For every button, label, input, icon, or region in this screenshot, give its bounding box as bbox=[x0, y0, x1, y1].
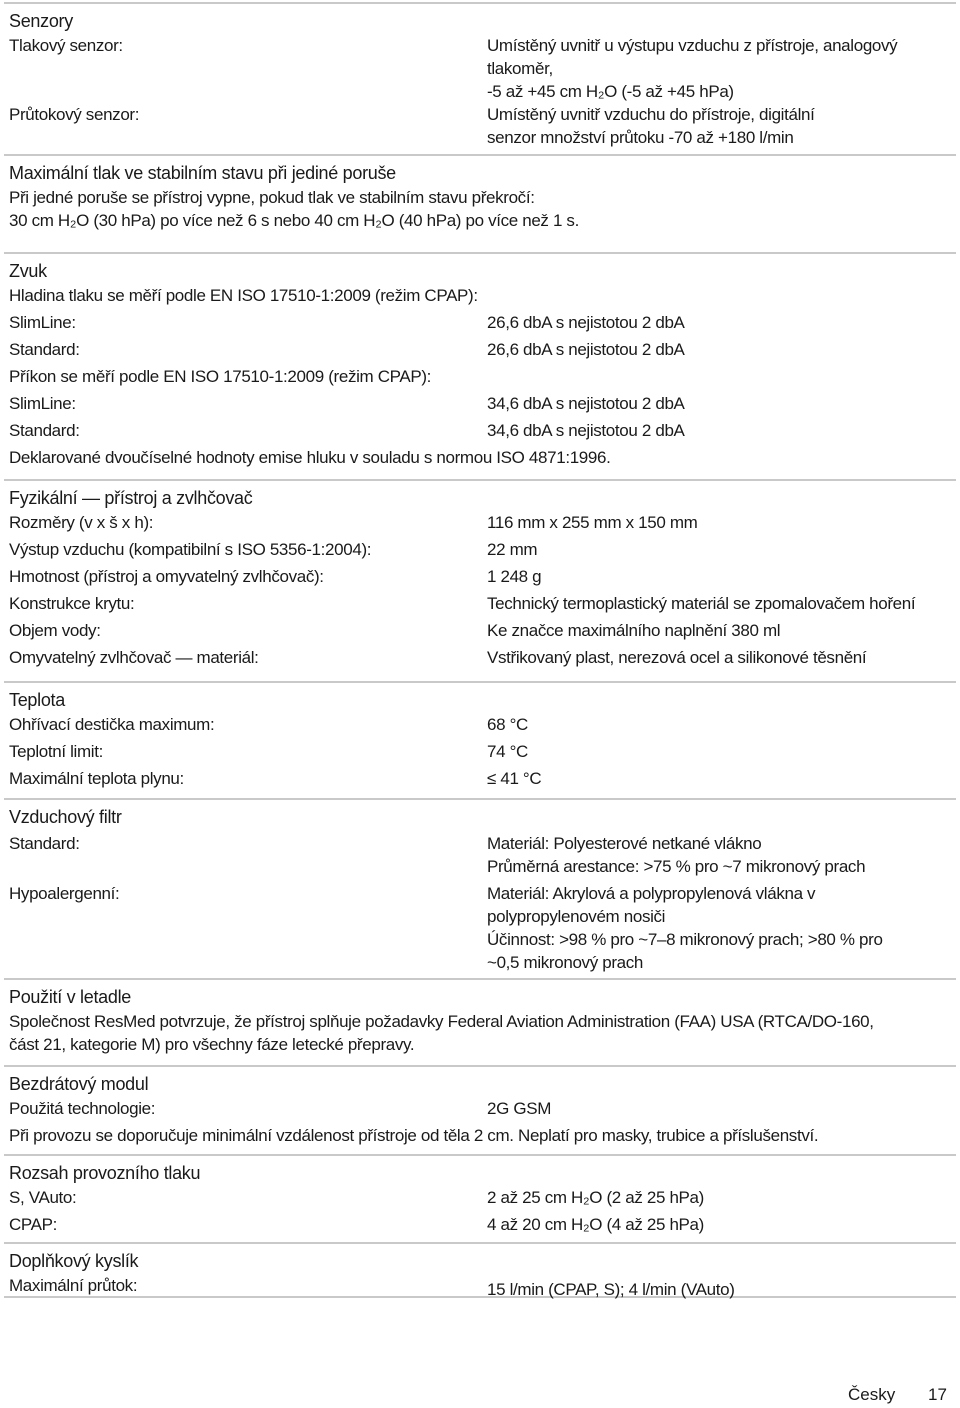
section-bezdrat bbox=[4, 1065, 956, 1154]
footer-language: Česky bbox=[848, 1385, 896, 1404]
section-title: Doplňkový kyslík bbox=[9, 1251, 139, 1271]
spec-label: Použitá technologie: bbox=[9, 1099, 156, 1118]
spec-label: CPAP: bbox=[9, 1215, 58, 1234]
spec-row bbox=[9, 1186, 956, 1209]
spec-row bbox=[9, 882, 956, 974]
spec-value: 15 l/min (CPAP, S); 4 l/min (VAuto) bbox=[487, 1280, 735, 1299]
spec-value: 2G GSM bbox=[487, 1099, 552, 1118]
text-line: Hladina tlaku se měří podle EN ISO 17510-1:2009 (režim CPAP): bbox=[9, 286, 478, 305]
spec-row bbox=[9, 419, 956, 442]
spec-row bbox=[9, 646, 956, 669]
section-title: Rozsah provozního tlaku bbox=[9, 1163, 201, 1183]
section-title: Použití v letadle bbox=[9, 987, 131, 1007]
section-max-tlak bbox=[4, 154, 956, 252]
spec-label: S, VAuto: bbox=[9, 1188, 77, 1207]
spec-row bbox=[9, 392, 956, 415]
spec-row bbox=[9, 592, 956, 615]
spec-label: Konstrukce krytu: bbox=[9, 594, 135, 613]
spec-label: Standard: bbox=[9, 834, 80, 853]
text-line: Deklarované dvoučíselné hodnoty emise hluku v souladu s normou ISO 4871:1996. bbox=[9, 448, 611, 467]
spec-value: 34,6 dbA s nejistotou 2 dbA bbox=[487, 421, 685, 440]
text-line: Při provozu se doporučuje minimální vzdálenost přístroje od těla 2 cm. Neplatí pro masky, trubice a příslušenství. bbox=[9, 1126, 819, 1145]
spec-value: 34,6 dbA s nejistotou 2 dbA bbox=[487, 394, 685, 413]
spec-label: Maximální průtok: bbox=[9, 1276, 138, 1295]
spec-label: Tlakový senzor: bbox=[9, 36, 123, 55]
spec-label: Objem vody: bbox=[9, 621, 101, 640]
spec-value-line: Materiál: Polyesterové netkané vlákno bbox=[487, 834, 762, 853]
spec-value: 1 248 g bbox=[487, 567, 542, 586]
section-fyzikalni bbox=[4, 479, 956, 681]
spec-value-line: Průměrná arestance: >75 % pro ~7 mikronový prach bbox=[487, 857, 866, 876]
spec-value-line: Účinnost: >98 % pro ~7–8 mikronový prach; >80 % pro bbox=[487, 930, 883, 949]
section-title: Fyzikální — přístroj a zvlhčovač bbox=[9, 488, 253, 508]
spec-row bbox=[9, 311, 956, 334]
spec-label: Výstup vzduchu (kompatibilní s ISO 5356-1:2004): bbox=[9, 540, 372, 559]
spec-value: 68 °C bbox=[487, 715, 528, 734]
specification-page bbox=[4, 2, 956, 1298]
spec-row bbox=[9, 1097, 956, 1120]
spec-value bbox=[487, 832, 956, 878]
text-line: Příkon se měří podle EN ISO 17510-1:2009 (režim CPAP): bbox=[9, 367, 432, 386]
spec-value: 26,6 dbA s nejistotou 2 dbA bbox=[487, 313, 685, 332]
spec-row bbox=[9, 34, 956, 103]
section-title: Zvuk bbox=[9, 261, 47, 281]
spec-value-line: ~0,5 mikronový prach bbox=[487, 953, 643, 972]
spec-label: Omyvatelný zvlhčovač — materiál: bbox=[9, 648, 259, 667]
spec-value-line: Umístěný uvnitř u výstupu vzduchu z přístroje, analogový bbox=[487, 36, 898, 55]
section-title: Senzory bbox=[9, 11, 73, 31]
spec-row bbox=[9, 1274, 956, 1297]
spec-row bbox=[9, 538, 956, 561]
spec-row bbox=[9, 619, 956, 642]
spec-row bbox=[9, 832, 956, 878]
text-line: část 21, kategorie M) pro všechny fáze letecké přepravy. bbox=[9, 1035, 415, 1054]
section-rozsah bbox=[4, 1154, 956, 1242]
text-line: 30 cm H₂O (30 hPa) po více než 6 s nebo 40 cm H₂O (40 hPa) po více než 1 s. bbox=[9, 211, 579, 230]
spec-value bbox=[487, 34, 956, 103]
section-title: Vzduchový filtr bbox=[9, 807, 122, 827]
section-zvuk bbox=[4, 252, 956, 479]
spec-label: Hmotnost (přístroj a omyvatelný zvlhčovač): bbox=[9, 567, 324, 586]
spec-value-line: polypropylenovém nosiči bbox=[487, 907, 666, 926]
section-senzory bbox=[4, 2, 956, 154]
spec-label: SlimLine: bbox=[9, 394, 76, 413]
spec-value bbox=[487, 103, 956, 149]
spec-value: 74 °C bbox=[487, 742, 528, 761]
spec-label: Teplotní limit: bbox=[9, 742, 103, 761]
spec-value: 2 až 25 cm H₂O (2 až 25 hPa) bbox=[487, 1188, 704, 1207]
spec-row bbox=[9, 740, 956, 763]
spec-value-line: senzor množství průtoku -70 až +180 l/min bbox=[487, 128, 794, 147]
spec-value: Ke značce maximálního naplnění 380 ml bbox=[487, 621, 781, 640]
spec-row bbox=[9, 713, 956, 736]
section-title: Maximální tlak ve stabilním stavu při jediné poruše bbox=[9, 163, 396, 183]
page-footer bbox=[0, 1385, 960, 1407]
section-filtr bbox=[4, 798, 956, 978]
spec-label: SlimLine: bbox=[9, 313, 76, 332]
spec-label: Ohřívací destička maximum: bbox=[9, 715, 215, 734]
section-teplota bbox=[4, 681, 956, 798]
spec-value: 26,6 dbA s nejistotou 2 dbA bbox=[487, 340, 685, 359]
spec-row bbox=[9, 767, 956, 790]
spec-label: Hypoalergenní: bbox=[9, 884, 120, 903]
spec-value: 22 mm bbox=[487, 540, 538, 559]
spec-value: Technický termoplastický materiál se zpomalovačem hoření bbox=[487, 594, 916, 613]
spec-label: Standard: bbox=[9, 421, 80, 440]
spec-row bbox=[9, 511, 956, 534]
page-number: 17 bbox=[928, 1385, 947, 1404]
text-line: Společnost ResMed potvrzuje, že přístroj splňuje požadavky Federal Aviation Administration (FAA) USA (RTCA/DO-160, bbox=[9, 1012, 874, 1031]
spec-label: Průtokový senzor: bbox=[9, 105, 140, 124]
spec-value: 4 až 20 cm H₂O (4 až 25 hPa) bbox=[487, 1215, 704, 1234]
section-title: Teplota bbox=[9, 690, 65, 710]
section-kyslik bbox=[4, 1242, 956, 1298]
section-title: Bezdrátový modul bbox=[9, 1074, 149, 1094]
spec-label: Rozměry (v x š x h): bbox=[9, 513, 154, 532]
spec-label: Maximální teplota plynu: bbox=[9, 769, 184, 788]
spec-value-line: Materiál: Akrylová a polypropylenová vlákna v bbox=[487, 884, 816, 903]
spec-value: Vstřikovaný plast, nerezová ocel a silikonové těsnění bbox=[487, 648, 867, 667]
spec-value-line: tlakoměr, bbox=[487, 59, 553, 78]
spec-row bbox=[9, 338, 956, 361]
spec-value-line: -5 až +45 cm H₂O (-5 až +45 hPa) bbox=[487, 82, 734, 101]
spec-row bbox=[9, 1213, 956, 1236]
spec-value-line: Umístěný uvnitř vzduchu do přístroje, digitální bbox=[487, 105, 815, 124]
text-line: Při jedné poruše se přístroj vypne, pokud tlak ve stabilním stavu překročí: bbox=[9, 188, 535, 207]
spec-row bbox=[9, 565, 956, 588]
spec-value: 116 mm x 255 mm x 150 mm bbox=[487, 513, 698, 532]
section-letadlo bbox=[4, 978, 956, 1065]
spec-row bbox=[9, 103, 956, 149]
spec-label: Standard: bbox=[9, 340, 80, 359]
spec-value: ≤ 41 °C bbox=[487, 769, 542, 788]
spec-value bbox=[487, 882, 956, 974]
